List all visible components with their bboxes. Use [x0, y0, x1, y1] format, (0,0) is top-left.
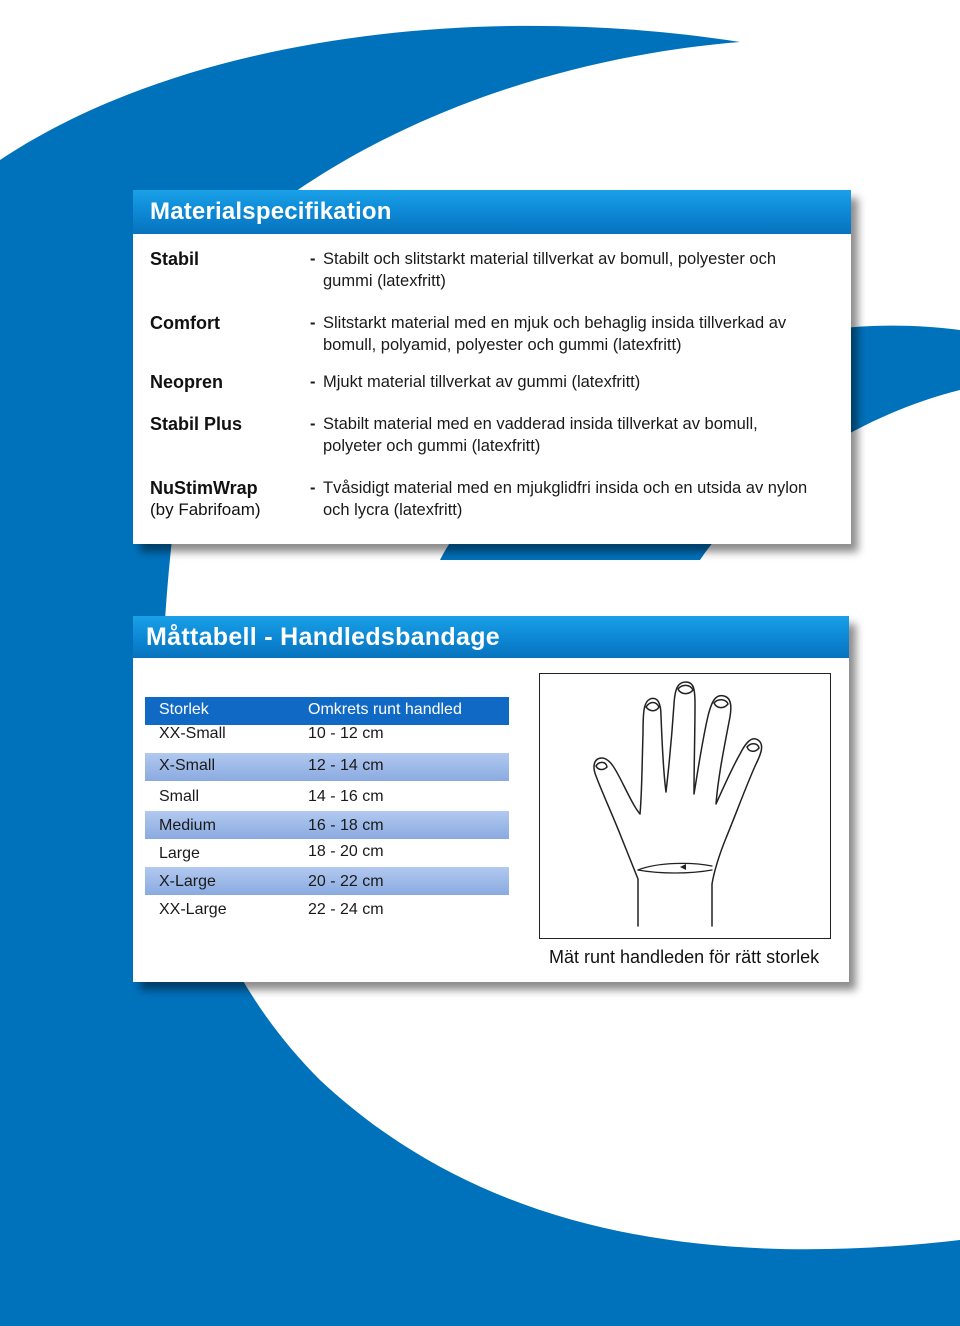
- table-row: [145, 867, 509, 895]
- spec-description: - Stabilt material med en vadderad insida tillverkat av bomull, polyeter och gummi (latexfritt): [310, 415, 758, 455]
- spec-name: Stabil: [150, 249, 200, 269]
- range-cell: 20 - 22 cm: [308, 873, 384, 890]
- table-row: [145, 753, 509, 781]
- size-cell: XX-Small: [159, 725, 226, 742]
- size-cell: Large: [159, 845, 200, 862]
- range-cell: 14 - 16 cm: [308, 788, 384, 805]
- spec-name: Comfort: [150, 313, 220, 333]
- range-cell: 16 - 18 cm: [308, 817, 384, 834]
- spec-name: Stabil Plus: [150, 414, 243, 434]
- size-cell: Small: [159, 788, 200, 805]
- size-chart-header: [133, 616, 849, 658]
- table-row: [145, 725, 509, 753]
- table-row: [145, 781, 509, 811]
- range-cell: 12 - 14 cm: [308, 757, 384, 774]
- range-cell: 18 - 20 cm: [308, 843, 384, 860]
- size-cell: XX-Large: [159, 901, 227, 918]
- table-row: [145, 839, 509, 867]
- hand-illustration-frame: [539, 673, 831, 939]
- hand-caption: Mät runt handleden för rätt storlek: [549, 947, 820, 967]
- header-circumference: Omkrets runt handled: [308, 701, 462, 718]
- size-cell: Medium: [159, 817, 216, 834]
- size-cell: X-Large: [159, 873, 216, 890]
- size-chart-title: Måttabell - Handledsbandage: [146, 623, 500, 651]
- size-table-header: [145, 697, 509, 725]
- spec-subname: (by Fabrifoam): [150, 500, 261, 519]
- table-row: [145, 895, 509, 923]
- range-cell: 10 - 12 cm: [308, 725, 384, 742]
- spec-description: - Mjukt material tillverkat av gummi (latexfritt): [310, 373, 641, 391]
- table-row: [145, 811, 509, 839]
- spec-name: Neopren: [150, 372, 224, 392]
- spec-description: - Tvåsidigt material med en mjukglidfri insida och en utsida av nylon och lycra (latexfritt): [310, 479, 808, 519]
- spec-description: - Slitstarkt material med en mjuk och behaglig insida tillverkad av bomull, polyamid, polyester och gummi (latexfritt): [310, 314, 787, 354]
- material-spec-header: [133, 190, 851, 234]
- material-spec-title: Materialspecifikation: [150, 198, 392, 225]
- size-table: [145, 697, 509, 923]
- size-cell: X-Small: [159, 757, 216, 774]
- range-cell: 22 - 24 cm: [308, 901, 384, 918]
- size-chart-panel: [133, 616, 849, 982]
- material-spec-panel: [133, 190, 851, 544]
- hand-measure-icon: [540, 674, 830, 938]
- spec-name: NuStimWrap: [150, 478, 258, 498]
- header-size: Storlek: [159, 701, 209, 718]
- spec-description: - Stabilt och slitstarkt material tillverkat av bomull, polyester och gummi (latexfritt): [310, 250, 777, 290]
